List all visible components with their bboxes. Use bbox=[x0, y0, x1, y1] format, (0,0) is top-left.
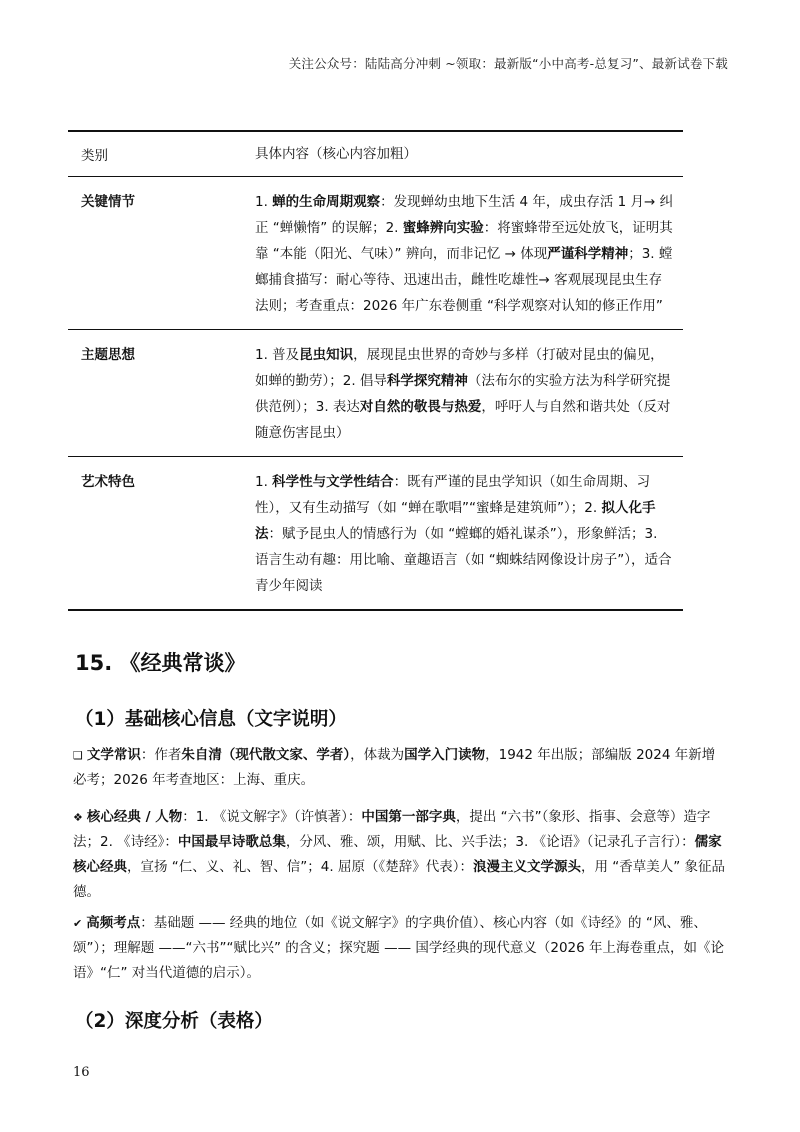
paragraph-literary-knowledge bbox=[73, 743, 728, 793]
row-content bbox=[255, 342, 683, 446]
text-segment: ，体裁为 bbox=[350, 747, 405, 763]
text-segment: 1. bbox=[255, 194, 273, 210]
square-bullet-icon: ❑ bbox=[73, 749, 83, 762]
bold-emphasis-text: 儒家核心经典 bbox=[73, 834, 722, 875]
text-segment: 1. bbox=[255, 474, 273, 490]
text-segment: ，1942 年出版；部编版 2024 年新增必考；2026 年考查地区：上海、重庆。 bbox=[73, 747, 716, 788]
col-header-category: 类别 bbox=[81, 148, 108, 164]
text-segment: ，呼吁人与自然和谐共处（反对随意伤害昆虫） bbox=[255, 399, 671, 441]
bold-emphasis-text: 科学探究精神 bbox=[386, 373, 468, 389]
bold-emphasis-text: 昆虫知识 bbox=[299, 347, 354, 363]
bold-emphasis-text: 严谨科学精神 bbox=[547, 246, 629, 262]
text-segment: ，用 “香草美人” 象征品德。 bbox=[73, 859, 726, 900]
bold-emphasis-text: 国学入门读物 bbox=[404, 747, 486, 763]
bold-emphasis-text: 中国第一部字典 bbox=[361, 809, 456, 825]
row-category: 主题思想 bbox=[81, 347, 135, 363]
bold-emphasis-text: 朱自清（现代散文家、学者） bbox=[181, 747, 351, 763]
row-content bbox=[255, 189, 683, 319]
section-title: 15. 《经典常谈》 bbox=[75, 651, 246, 675]
page-header: 关注公众号：陆陆高分冲刺 ~领取：最新版“小中高考-总复习”、最新试卷下载 bbox=[288, 56, 728, 71]
table-row bbox=[68, 177, 683, 330]
bold-emphasis-text: 核心经典 / 人物 bbox=[86, 809, 183, 825]
bold-emphasis-text: 对自然的敬畏与热爱 bbox=[359, 399, 482, 415]
text-segment: ：赋予昆虫人的情感行为（如 “螳螂的婚礼谋杀”），形象鲜活；3. 语言生动有趣：用比喻、童趣语言（如 “蜘蛛结网像设计房子”），适合青少年阅读 bbox=[255, 526, 672, 594]
bold-emphasis-text: 高频考点 bbox=[86, 915, 141, 931]
text-segment: ，展现昆虫世界的奇妙与多样（打破对昆虫的偏见，如蝉的勤劳）；2. 倡导 bbox=[255, 347, 664, 389]
bold-emphasis-text: 中国最早诗歌总集 bbox=[177, 834, 286, 850]
text-segment: ；3. 螳螂捕食描写：耐心等待、迅速出击，雌性吃雄性→ 客观展现昆虫生存法则；考查重点：2026 年广东卷侧重 “科学观察对认知的修正作用” bbox=[255, 246, 673, 314]
paragraph-key-points bbox=[73, 911, 728, 986]
row-content bbox=[255, 469, 683, 599]
table-row bbox=[68, 330, 683, 457]
text-segment: ：1. 《说文解字》（许慎著）： bbox=[182, 809, 362, 825]
paragraph-text bbox=[73, 809, 725, 900]
text-segment: ：作者 bbox=[140, 747, 182, 763]
text-segment: ，提出 “六书”（象形、指事、会意等）造字法；2. 《诗经》： bbox=[73, 809, 711, 850]
paragraph-core-classics bbox=[73, 805, 728, 905]
table-row bbox=[68, 457, 683, 609]
bold-emphasis-text: 蜜蜂辨向实验 bbox=[402, 220, 484, 236]
bold-emphasis-text: 蝉的生命周期观察 bbox=[272, 194, 381, 210]
subsection-title-basic: （1）基础核心信息（文字说明） bbox=[75, 709, 347, 730]
checkmark-bullet-icon: ✔ bbox=[73, 917, 83, 930]
diamond-bullet-icon: ❖ bbox=[73, 811, 83, 824]
table-header-row bbox=[68, 132, 683, 177]
paragraph-text bbox=[73, 747, 715, 788]
text-segment: 1. 普及 bbox=[255, 347, 300, 363]
bold-emphasis-text: 科学性与文学性结合 bbox=[272, 474, 394, 490]
text-segment: ，宣扬 “仁、义、礼、智、信”；4. 屈原（《楚辞》代表）： bbox=[127, 859, 473, 875]
paragraph-text bbox=[73, 915, 724, 981]
bold-emphasis-text: 浪漫主义文学源头 bbox=[472, 859, 581, 875]
bold-emphasis-text: 文学常识 bbox=[86, 747, 141, 763]
bold-emphasis-text: 拟人化手法 bbox=[255, 500, 656, 542]
text-segment: ，分风、雅、颂，用赋、比、兴手法；3. 《论语》（记录孔子言行）： bbox=[285, 834, 695, 850]
col-header-content: 具体内容（核心内容加粗） bbox=[255, 146, 417, 162]
row-category: 关键情节 bbox=[81, 194, 135, 210]
analysis-table bbox=[68, 130, 683, 611]
text-segment: ：将蜜蜂带至远处放飞，证明其靠 “本能（阳光、气味）” 辨向，而非记忆 → 体现 bbox=[255, 220, 673, 262]
row-category: 艺术特色 bbox=[81, 474, 135, 490]
text-segment: ：基础题 —— 经典的地位（如《说文解字》的字典价值）、核心内容（如《诗经》的 “风、雅、颂”）；理解题 ——“六书”“赋比兴” 的含义；探究题 —— 国学经典的现代意义（2026 年上海卷重点，如《论语》“仁” 对当代道德的启示）。 bbox=[73, 915, 725, 981]
page-number: 16 bbox=[73, 1065, 90, 1080]
subsection-title-analysis: （2）深度分析（表格） bbox=[75, 1011, 273, 1032]
text-segment: ：既有严谨的昆虫学知识（如生命周期、习性），又有生动描写（如 “蝉在歌唱”“蜜蜂是建筑师”）；2. bbox=[255, 474, 651, 516]
text-segment: ：发现蝉幼虫地下生活 4 年，成虫存活 1 月→ 纠正 “蝉懒惰” 的误解；2. bbox=[255, 194, 674, 236]
text-segment: （法布尔的实验方法为科学研究提供范例）；3. 表达 bbox=[255, 373, 671, 415]
